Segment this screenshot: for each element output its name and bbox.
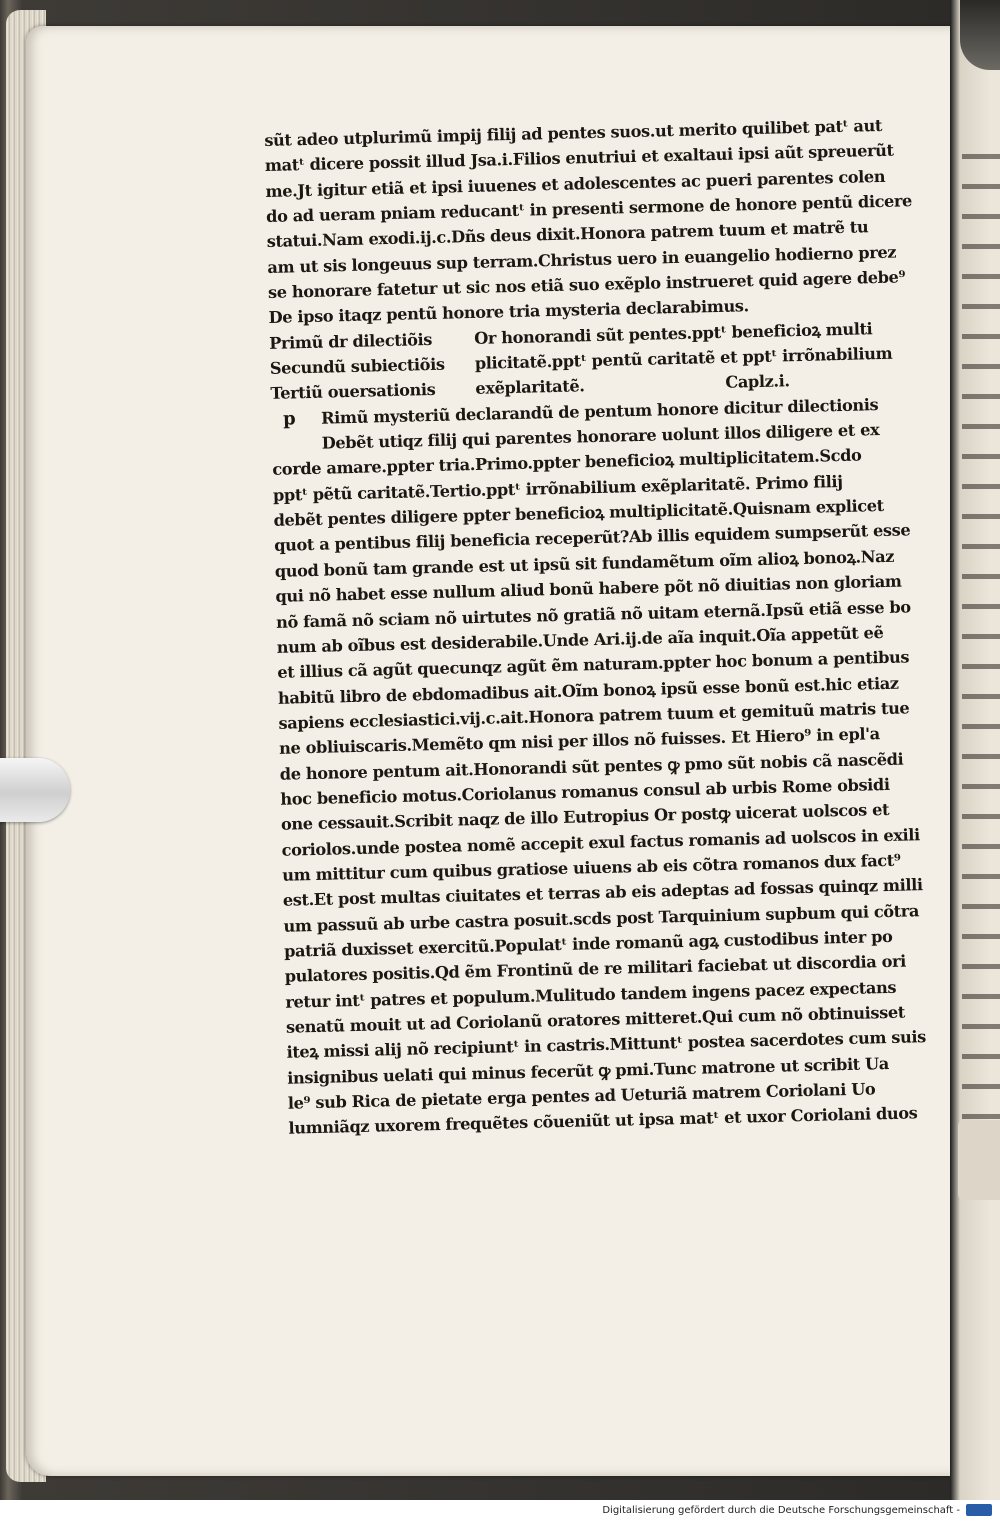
list-item: Primũ dr dilectiõis	[269, 329, 433, 353]
text-line: se honorare fatetur ut sic nos etiã suo exẽplo instrueret quid agere debe⁹	[267, 267, 906, 303]
page-clip	[0, 758, 70, 822]
text-line: um mittitur cum quibus gratiose uiuens ab eis cõtra romanos dux fact⁹	[282, 850, 901, 885]
text-line: lumniãqz uxorem frequẽtes cõueniũt ut ipsa matᵗ et uxor Coriolani duos	[288, 1103, 918, 1139]
text-line: nõ famã nõ sciam nõ uirtutes nõ gratiã nõ uitam eternã.Ipsũ etiã esse bo	[275, 596, 911, 632]
text-line: de honore pentum ait.Honorandi sũt pentes ꝙ pmo sũt nobis cã nascẽdi	[279, 749, 904, 784]
text-line: hoc beneficio motus.Coriolanus romanus consul ab urbis Rome obsidi	[280, 774, 890, 809]
chapter-body	[272, 441, 939, 1141]
text-line: De ipso itaqz pentũ honore tria mysteria declarabimus.	[268, 296, 749, 328]
text-line: et illius cã agũt quecunqz agũt ẽm naturam.ppter hoc bonum a pentibus	[277, 647, 910, 683]
text-line: quod bonũ tam grande est ut ipsũ sit fundamẽtum oĩm alioꝝ bonoꝝ.Naz	[274, 546, 895, 581]
dfg-logo	[966, 1504, 992, 1516]
show-through-text	[962, 140, 1000, 1190]
text-line: um passuũ ab urbe castra posuit.scds post Tarquinium supbum qui cõtra	[283, 900, 920, 936]
text-line: est.Et post multas ciuitates et terras ab eis adeptas ad fossas quinqz milli	[282, 875, 923, 911]
text-line: matᵗ dicere possit illud Jsa.i.Filios enutriui et exaltaui ipsi aũt spreuerũt	[264, 140, 894, 176]
mysteria-names	[269, 326, 471, 407]
text-line: num ab oĩbus est desiderabile.Unde Ari.ij.de aĩa inquit.Oĩa appetũt eẽ	[276, 622, 884, 657]
text-line: statui.Nam exodi.ij.c.Dñs deus dixit.Honora patrem tuum et matrẽ tu	[266, 217, 869, 252]
text-line: le⁹ sub Rica de pietate erga pentes ad Ueturiã matrem Coriolani Uo	[287, 1079, 876, 1113]
text-line: quot a pentibus filij beneficia receperũt?Ab illis equidem sumpserũt esse	[273, 520, 911, 556]
mysteria-reasons	[474, 315, 916, 402]
text-line: sũt adeo utplurimũ impij filij ad pentes suos.ut merito quilibet patᵗ aut	[264, 115, 883, 150]
text-line: patriã duxisset exercitũ.Populatᵗ inde romanũ agꝝ custodibus inter po	[283, 926, 893, 961]
text-line: ne obliuiscaris.Memẽto qm nisi per illos nõ fuisses. Et Hiero⁹ in epl'a	[278, 724, 880, 759]
text-block	[264, 112, 939, 1141]
text-line: retur intᵗ patres et populum.Mulitudo tandem ingens pacez expectans	[285, 977, 897, 1012]
text-line: one cessauit.Scribit naqz de illo Eutropius Or postꝙ uicerat uolscos et	[280, 800, 890, 835]
text-line: me.Jt igitur etiã et ipsi iuuenes et adolescentes ac pueri parentes colen	[265, 166, 886, 201]
list-item: Tertiũ ouersationis	[270, 380, 436, 404]
text-line: sapiens ecclesiastici.vij.c.ait.Honora patrem tuum et gemituũ matris tue	[278, 698, 910, 733]
text-line: coriolos.unde postea nomẽ accepit exul factus romanis ad uolscos in exili	[281, 824, 920, 860]
opening-paragraph	[264, 112, 919, 331]
text-line: do ad ueram pniam reducantᵗ in presenti sermone de honore pentũ dicere	[265, 191, 913, 227]
text-line: senatũ mouit ut ad Coriolanũ oratores mitteret.Qui cum nõ obtinuisset	[285, 1002, 906, 1037]
text-line: Debẽt utiqz filij qui parentes honorare uolunt illos diligere et ex	[321, 420, 880, 453]
footer-bar	[0, 1500, 1000, 1521]
guide-letter: p	[282, 408, 296, 430]
text-line: am ut sis longeuus sup terram.Christus uero in euangelio hodierno prez	[267, 242, 897, 277]
text-line: iteꝝ missi alij nõ recipiuntᵗ in castris.Mittuntᵗ postea sacerdotes cum suis	[286, 1027, 927, 1063]
text-line: pptᵗ pẽtũ caritatẽ.Tertio.pptᵗ irrõnabilium exẽplaritatẽ. Primo filij	[272, 471, 843, 505]
text-line: pulatores positis.Qd ẽm Frontinũ de re militari faciebat ut discordia ori	[284, 951, 907, 987]
text-line: insignibus uelati qui minus fecerũt ꝙ pmi.Tunc matrone ut scribit Ua	[286, 1053, 890, 1088]
chapter-heading: Caplz.i.	[725, 371, 790, 393]
facing-page-edge	[950, 0, 1000, 1500]
text-line: Rimũ mysteriũ declarandũ de pentum honore dicitur dilectionis	[320, 394, 879, 428]
text-line: qui nõ habet esse nullum aliud bonũ habere põt nõ diuitias non gloriam	[275, 571, 902, 607]
list-item: plicitatẽ.pptᵗ pentũ caritatẽ et pptᵗ irrõnabilium	[474, 343, 893, 374]
list-item: Or honorandi sũt pentes.pptᵗ beneficioꝝ multi	[473, 318, 873, 348]
text-line: corde amare.ppter tria.Primo.ppter beneficioꝝ multiplicitatem.Scdo	[272, 445, 862, 480]
list-item: exẽplaritatẽ.	[475, 376, 585, 399]
list-item: Secundũ subiectiõis	[269, 354, 445, 379]
text-line: debẽt pentes diligere ppter beneficioꝝ multiplicitatẽ.Quisnam explicet	[273, 496, 884, 531]
page-tab	[958, 1120, 1000, 1200]
text-line: habitũ libro de ebdomadibus ait.Oĩm bonoꝝ ipsũ esse bonũ est.hic etiaz	[277, 673, 899, 708]
funding-credit: Digitalisierung gefördert durch die Deutsche Forschungsgemeinschaft -	[602, 1505, 960, 1516]
